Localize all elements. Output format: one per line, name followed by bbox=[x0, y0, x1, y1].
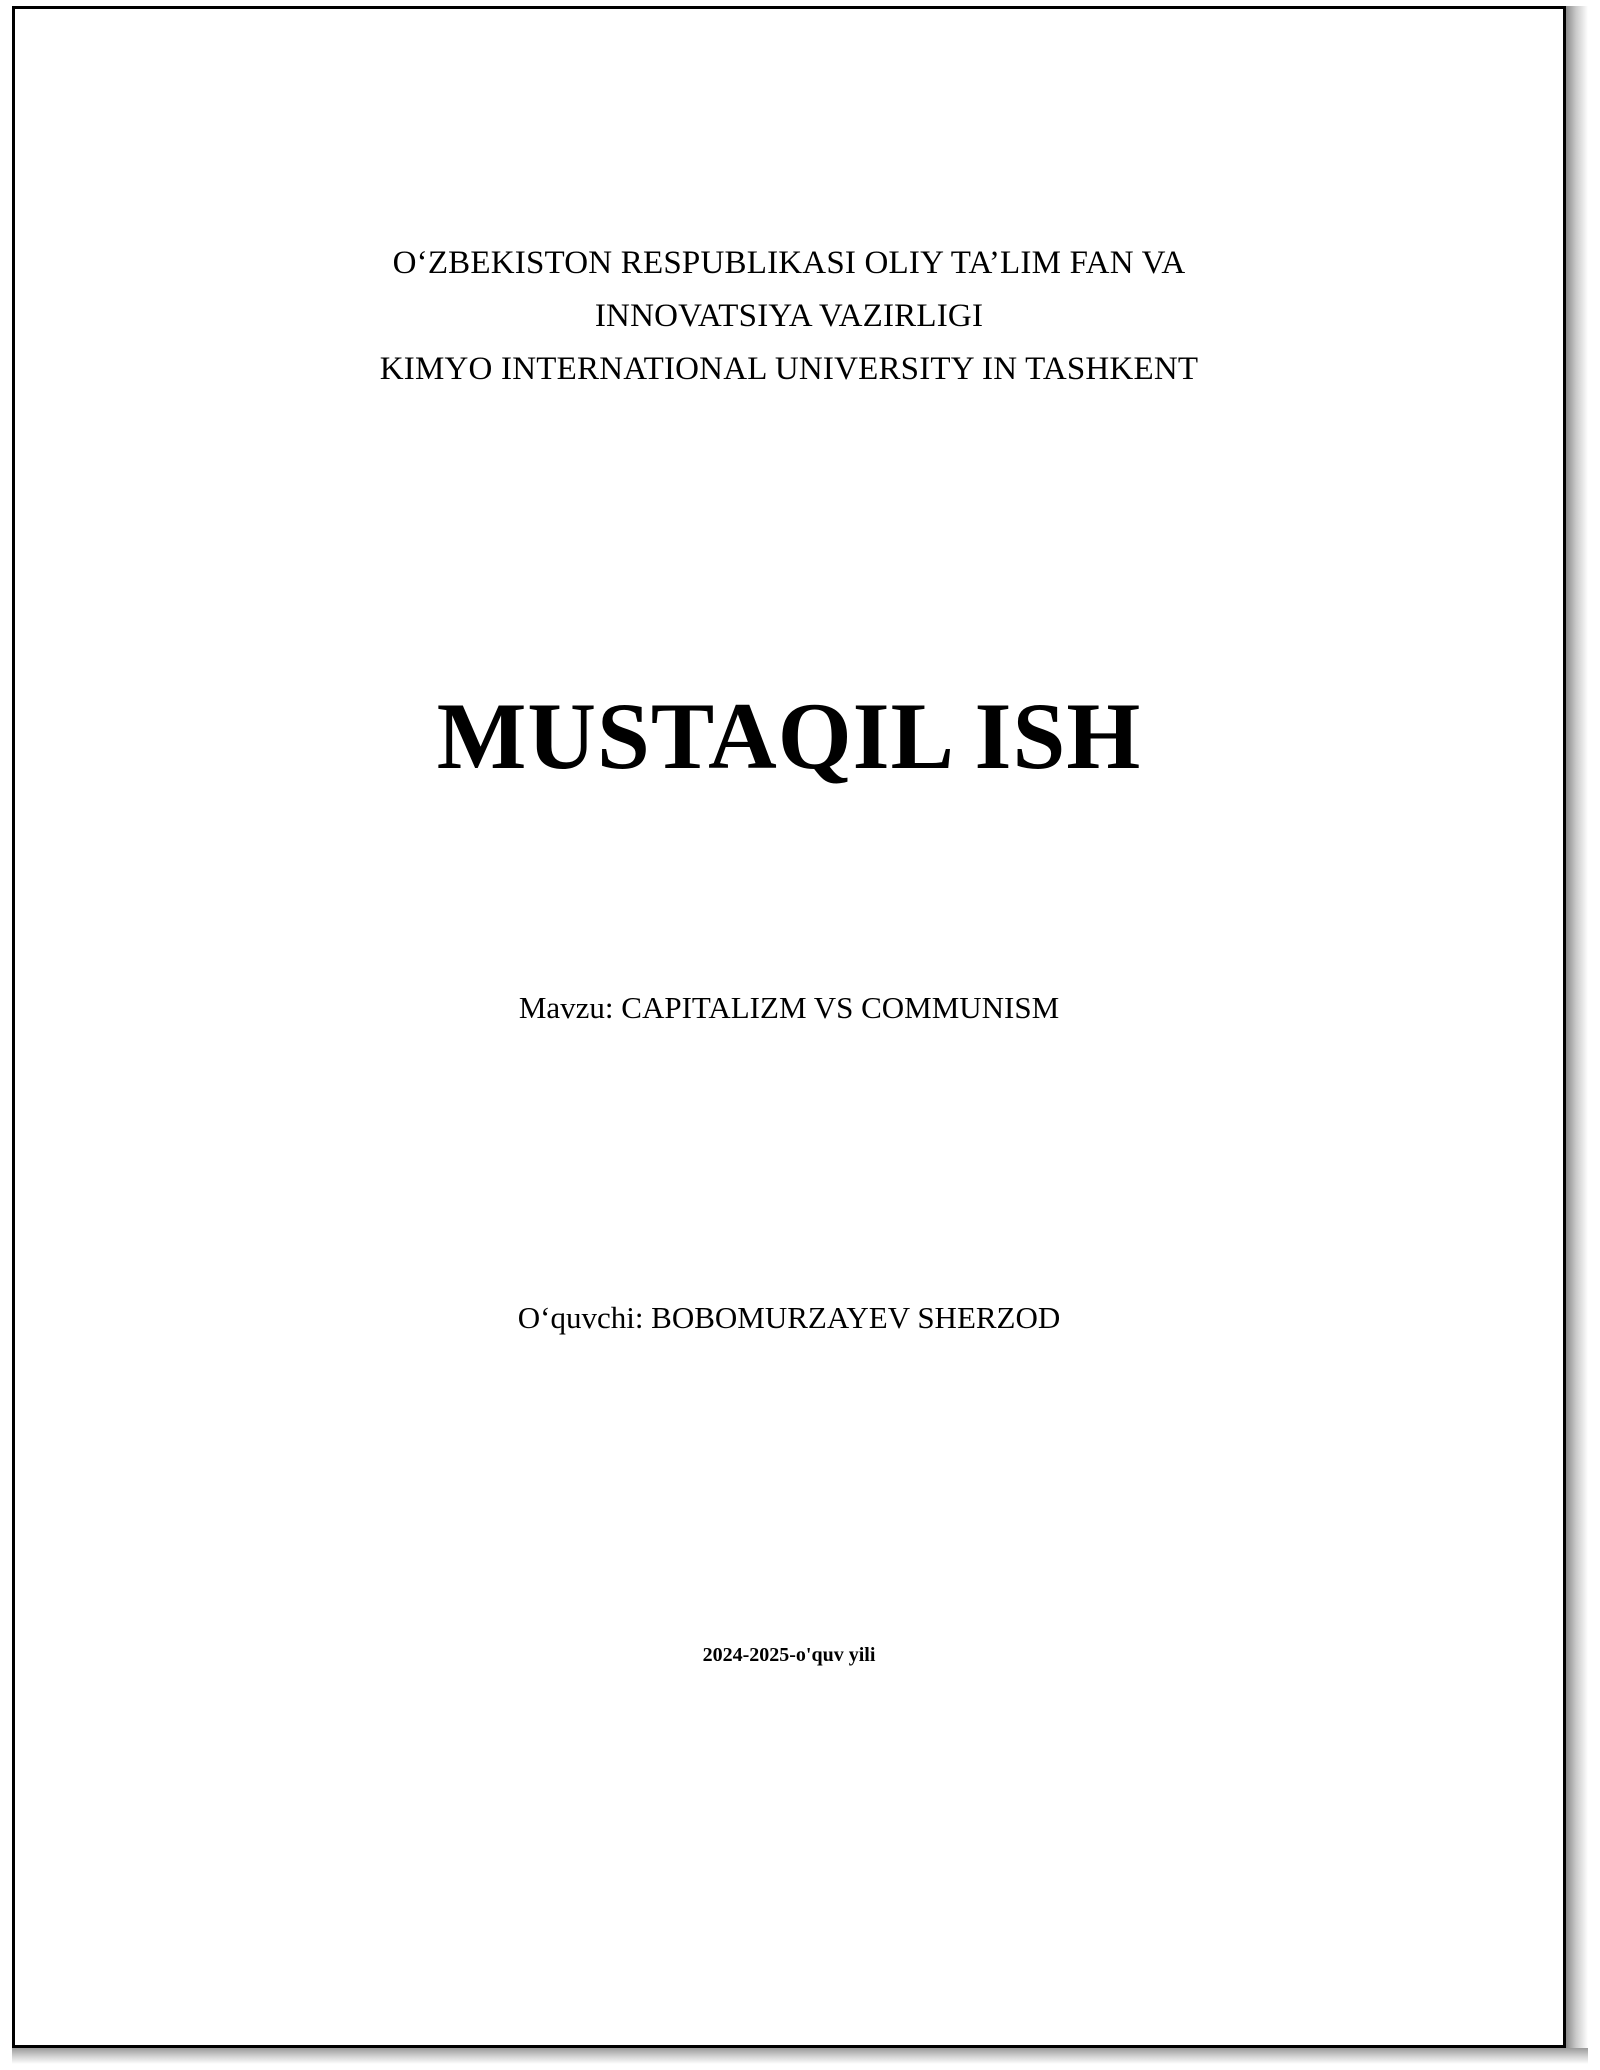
academic-year-line: 2024-2025-o'quv yili bbox=[702, 1644, 876, 1666]
page-border-frame bbox=[12, 6, 1566, 2048]
document-title: MUSTAQIL ISH bbox=[436, 683, 1142, 789]
subject-line: Mavzu: CAPITALIZM VS COMMUNISM bbox=[518, 990, 1060, 1025]
ministry-heading-line-1: O‘ZBEKISTON RESPUBLIKASI OLIY TA’LIM FAN VA bbox=[392, 245, 1186, 281]
student-line: O‘quvchi: BOBOMURZAYEV SHERZOD bbox=[517, 1300, 1061, 1335]
ministry-heading-line-2: INNOVATSIYA VAZIRLIGI bbox=[594, 298, 984, 334]
ministry-heading bbox=[135, 237, 1443, 396]
ministry-heading-line-3: KIMYO INTERNATIONAL UNIVERSITY IN TASHKENT bbox=[379, 351, 1199, 387]
page-shadow-right bbox=[1566, 6, 1588, 2054]
page-shadow-bottom bbox=[12, 2048, 1588, 2064]
page-content bbox=[15, 9, 1563, 2045]
